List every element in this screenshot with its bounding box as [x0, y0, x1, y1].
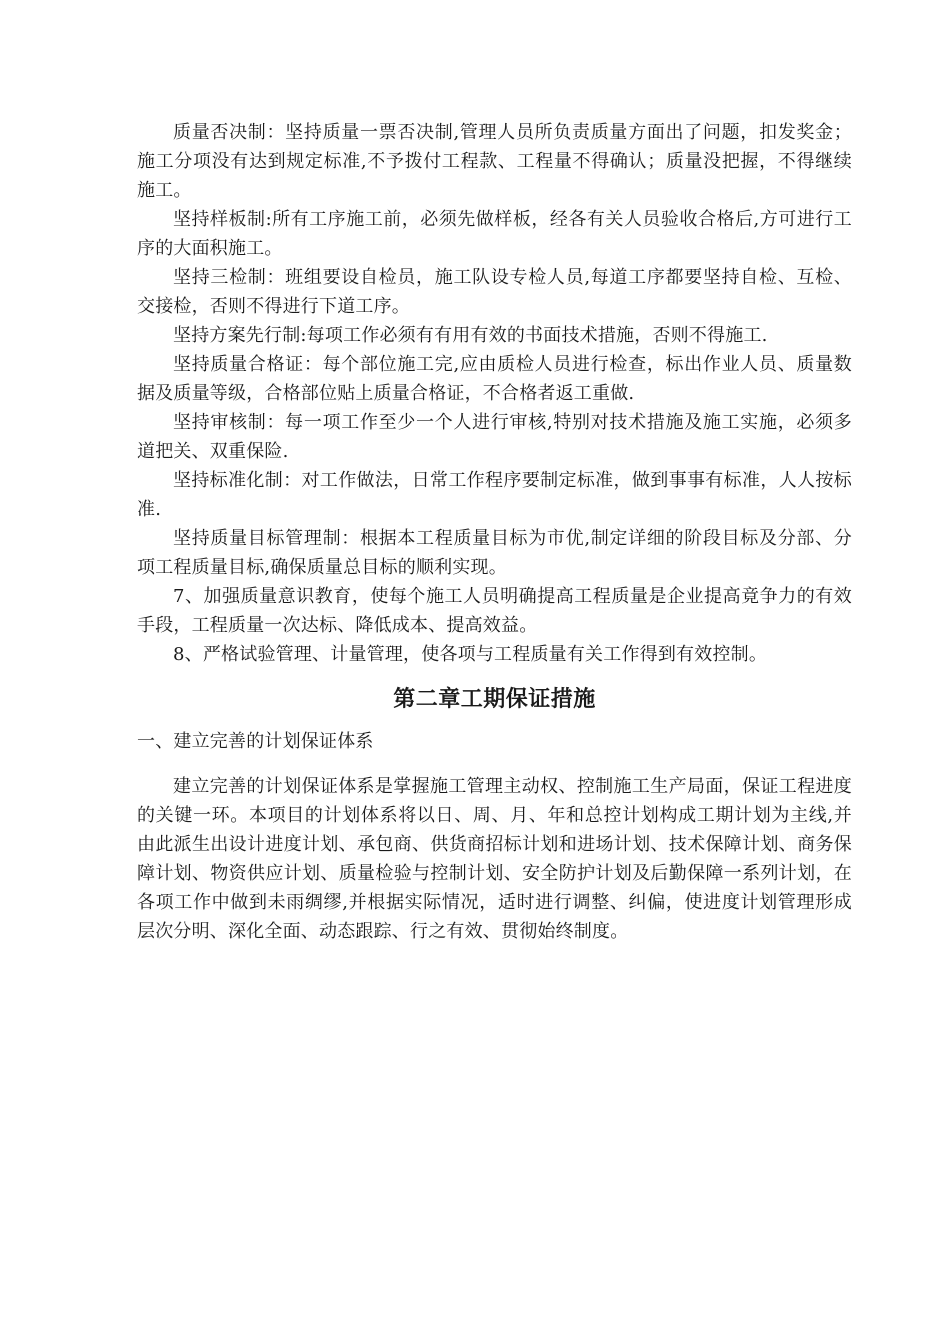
paragraph-sample-system: 坚持样板制:所有工序施工前，必须先做样板，经各有关人员验收合格后,方可进行工序的大面积施工。	[137, 209, 852, 259]
document-page	[137, 118, 852, 946]
paragraph-item-7: 7、加强质量意识教育，使每个施工人员明确提高工程质量是企业提高竟争力的有效手段，工程质量一次达标、降低成本、提高效益。	[137, 586, 852, 636]
paragraph-plan-system: 建立完善的计划保证体系是掌握施工管理主动权、控制施工生产局面，保证工程进度的关键一环。本项目的计划体系将以日、周、月、年和总控计划构成工期计划为主线,并由此派生出设计进度计划、承包商、供货商招标计划和进场计划、技术保障计划、商务保障计划、物资供应计划、质量检验与控制计划、安全防护计划及后勤保障一系列计划，在各项工作中做到未雨绸缪,并根据实际情况，适时进行调整、纠偏，使进度计划管理形成层次分明、深化全面、动态跟踪、行之有效、贯彻始终制度。	[137, 776, 852, 942]
paragraph-review-system: 坚持审核制：每一项工作至少一个人进行审核,特别对技术措施及施工实施，必须多道把关、双重保险.	[137, 412, 852, 462]
chapter-title: 第二章工期保证措施	[393, 687, 596, 712]
paragraph-three-inspection: 坚持三检制：班组要设自检员，施工队设专检人员,每道工序都要坚持自检、互检、交接检，否则不得进行下道工序。	[137, 267, 852, 317]
paragraph-standardization: 坚持标准化制：对工作做法，日常工作程序要制定标准，做到事事有标准，人人按标准.	[137, 470, 852, 520]
paragraph-plan-first: 坚持方案先行制:每项工作必须有有用有效的书面技术措施，否则不得施工.	[173, 325, 768, 346]
paragraph-quality-target: 坚持质量目标管理制：根据本工程质量目标为市优,制定详细的阶段目标及分部、分项工程质量目标,确保质量总目标的顺利实现。	[137, 528, 852, 578]
paragraph-quality-certificate: 坚持质量合格证：每个部位施工完,应由质检人员进行检查，标出作业人员、质量数据及质量等级，合格部位贴上质量合格证，不合格者返工重做.	[137, 354, 852, 404]
paragraph-quality-veto: 质量否决制：坚持质量一票否决制,管理人员所负责质量方面出了问题，扣发奖金；施工分项没有达到规定标准,不予拨付工程款、工程量不得确认；质量没把握，不得继续施工。	[137, 122, 852, 201]
paragraph-item-8: 8、严格试验管理、计量管理，使各项与工程质量有关工作得到有效控制。	[173, 644, 768, 665]
section-heading: 一、建立完善的计划保证体系	[137, 731, 374, 752]
